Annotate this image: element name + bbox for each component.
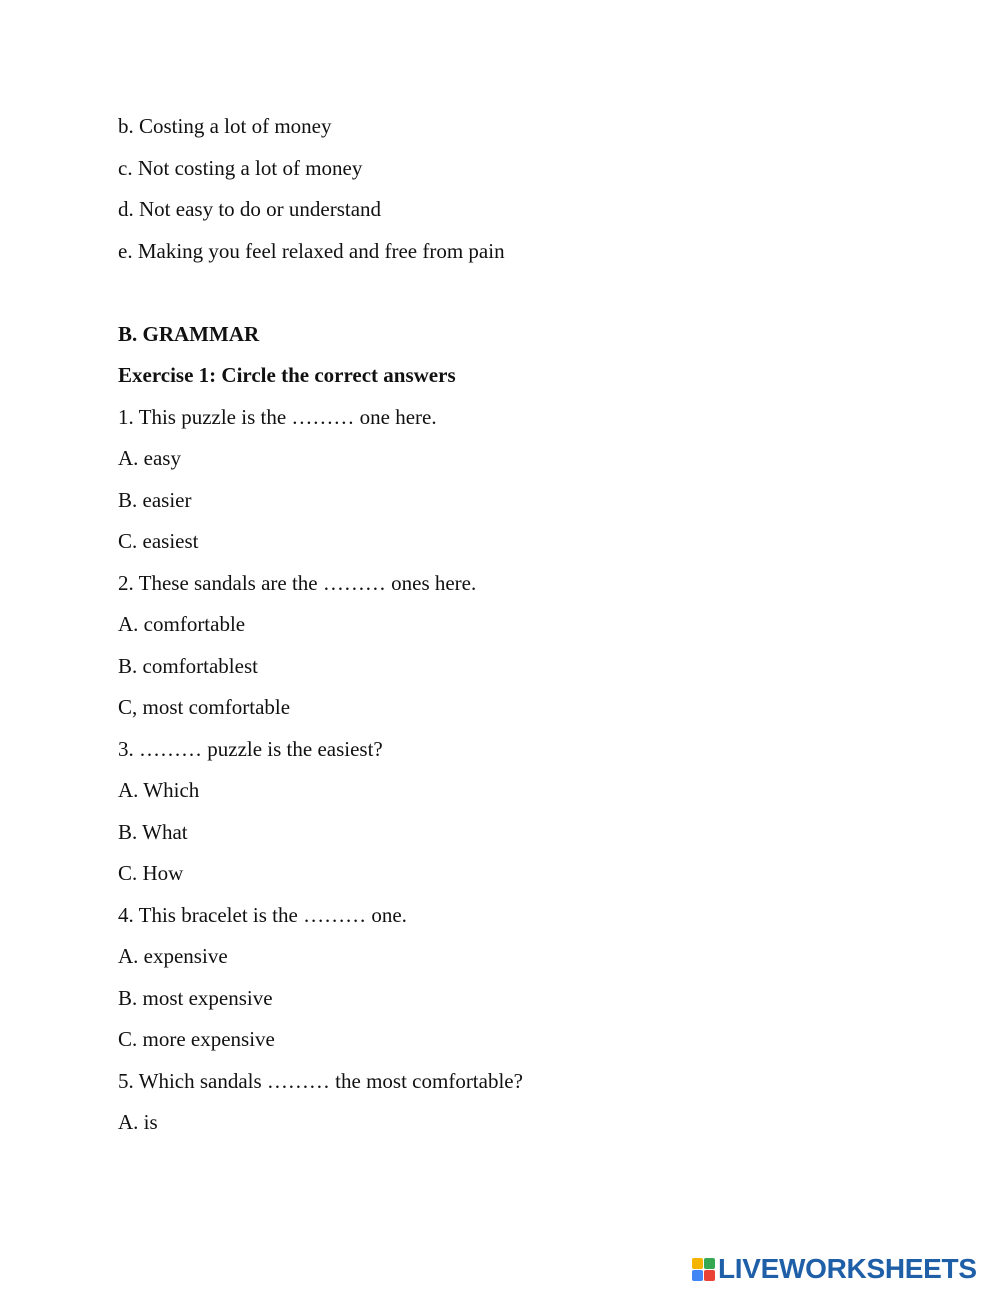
vocabulary-option: b. Costing a lot of money [118,114,332,138]
logo-square [704,1258,715,1269]
vocabulary-option: e. Making you feel relaxed and free from pain [118,238,505,263]
question-1: 1. This puzzle is the ……… one here. [118,404,437,429]
answer-option: B. comfortablest [118,653,258,678]
brand-name: LIVEWORKSHEETS [718,1253,977,1284]
answer-option: A. comfortable [118,612,246,636]
logo-square [692,1270,703,1281]
answer-option: A. expensive [118,944,228,968]
question-4: 4. This bracelet is the ……… one. [118,902,407,927]
exercise-title: Exercise 1: Circle the correct answers [118,363,456,387]
answer-option: C. more expensive [118,1027,275,1051]
answer-option: A. is [118,1110,158,1134]
vocabulary-option: d. Not easy to do or understand [118,197,382,221]
answer-option: B. What [118,819,188,844]
answer-option: B. most expensive [118,985,273,1010]
logo-square [692,1258,703,1269]
liveworksheets-brand [692,1253,977,1284]
answer-option: B. easier [118,487,192,512]
vocabulary-option: c. Not costing a lot of money [118,155,363,180]
section-heading: B. GRAMMAR [118,321,260,346]
answer-option: A. easy [118,446,181,470]
answer-option: C. easiest [118,529,199,553]
question-5: 5. Which sandals ……… the most comfortable? [118,1068,523,1093]
logo-square [704,1270,715,1281]
section-spacer [118,280,938,322]
question-3: 3. ……… puzzle is the easiest? [118,736,383,761]
question-2: 2. These sandals are the ……… ones here. [118,570,477,595]
answer-option: C, most comfortable [118,695,291,719]
answer-option: A. Which [118,778,200,802]
answer-option: C. How [118,861,184,885]
worksheet-page [118,114,938,1152]
liveworksheets-logo-icon [692,1258,715,1281]
